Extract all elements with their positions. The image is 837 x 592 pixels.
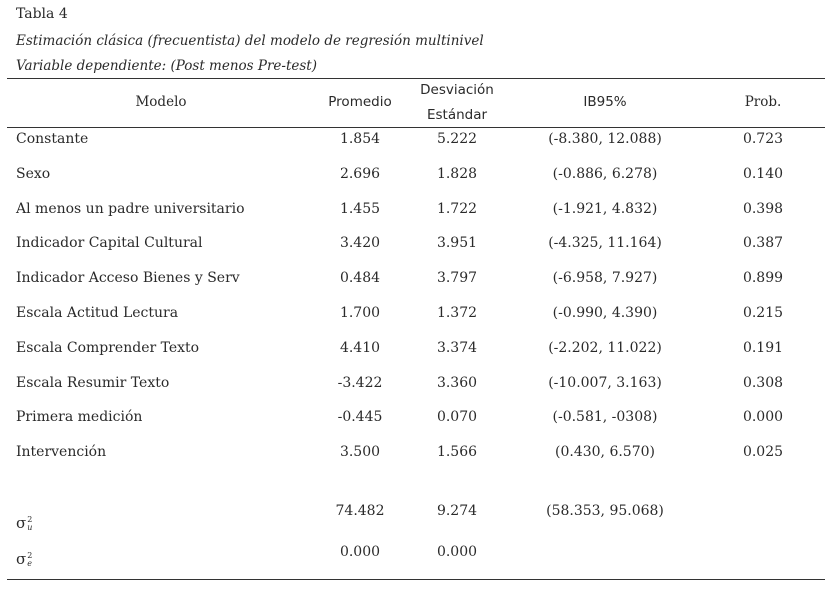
row-ci: (-4.325, 11.164) — [548, 235, 662, 251]
row-sd: 1.372 — [436, 305, 478, 321]
row-label: Indicador Capital Cultural — [16, 235, 203, 251]
table-label: Tabla 4 — [16, 6, 68, 22]
table-bottom-rule — [7, 579, 825, 580]
row-sd: 1.722 — [436, 201, 478, 217]
row-prob: 0.398 — [742, 201, 784, 217]
row-prob: 0.308 — [742, 375, 784, 391]
row-sd: 3.797 — [436, 270, 478, 286]
row-mean: 2.696 — [339, 166, 381, 182]
sigma-letter: σ — [16, 514, 27, 532]
table-subtitle: Variable dependiente: (Post menos Pre-test) — [16, 58, 318, 74]
table-top-rule — [7, 78, 825, 79]
row-label: Intervención — [16, 444, 107, 460]
row-sd: 3.374 — [436, 340, 478, 356]
row-sd: 5.222 — [436, 131, 478, 147]
row-label: Escala Actitud Lectura — [16, 305, 179, 321]
header-ci: IB95% — [583, 94, 627, 110]
row-ci: (-0.581, -0308) — [552, 409, 658, 425]
row-mean: 3.500 — [339, 444, 381, 460]
row-ci: (-8.380, 12.088) — [548, 131, 662, 147]
row-mean: 3.420 — [339, 235, 381, 251]
row-prob: 0.000 — [742, 409, 784, 425]
header-prob: Prob. — [744, 94, 782, 110]
variance-symbol — [16, 515, 32, 532]
row-sd: 3.951 — [436, 235, 478, 251]
row-ci: (-2.202, 11.022) — [548, 340, 662, 356]
row-sd: 3.360 — [436, 375, 478, 391]
row-prob: 0.723 — [742, 131, 784, 147]
header-model: Modelo — [135, 94, 187, 110]
row-mean: -0.445 — [337, 409, 383, 425]
variance-ci: (58.353, 95.068) — [546, 503, 664, 519]
row-mean: 1.700 — [339, 305, 381, 321]
variance-superscript: 2 — [27, 551, 33, 560]
row-prob: 0.899 — [742, 270, 784, 286]
header-mean: Promedio — [328, 94, 392, 110]
variance-subscript: e — [27, 559, 32, 568]
row-prob: 0.215 — [742, 305, 784, 321]
table-header-rule — [7, 127, 825, 128]
row-ci: (-1.921, 4.832) — [552, 201, 658, 217]
variance-mean: 74.482 — [335, 503, 385, 519]
row-mean: -3.422 — [337, 375, 383, 391]
row-label: Al menos un padre universitario — [16, 201, 245, 217]
row-label: Escala Resumir Texto — [16, 375, 170, 391]
row-mean: 1.854 — [339, 131, 381, 147]
row-prob: 0.140 — [742, 166, 784, 182]
variance-subscript: u — [27, 523, 33, 532]
row-ci: (0.430, 6.570) — [555, 444, 655, 460]
row-ci: (-6.958, 7.927) — [552, 270, 658, 286]
row-prob: 0.025 — [742, 444, 784, 460]
header-sd-line1: Desviación — [420, 82, 494, 98]
row-ci: (-0.886, 6.278) — [552, 166, 658, 182]
sigma-letter: σ — [16, 550, 27, 568]
row-prob: 0.387 — [742, 235, 784, 251]
row-mean: 0.484 — [339, 270, 381, 286]
row-label: Primera medición — [16, 409, 143, 425]
row-sd: 0.070 — [436, 409, 478, 425]
row-label: Escala Comprender Texto — [16, 340, 200, 356]
variance-sd: 9.274 — [436, 503, 478, 519]
row-label: Indicador Acceso Bienes y Serv — [16, 270, 240, 286]
row-mean: 4.410 — [339, 340, 381, 356]
row-sd: 1.828 — [436, 166, 478, 182]
row-sd: 1.566 — [436, 444, 478, 460]
variance-sd: 0.000 — [436, 544, 478, 560]
row-mean: 1.455 — [339, 201, 381, 217]
row-ci: (-10.007, 3.163) — [548, 375, 662, 391]
header-sd-line2: Estándar — [426, 107, 488, 123]
variance-superscript: 2 — [27, 515, 33, 524]
variance-mean: 0.000 — [339, 544, 381, 560]
variance-symbol — [16, 551, 32, 568]
row-ci: (-0.990, 4.390) — [552, 305, 658, 321]
row-label: Constante — [16, 131, 89, 147]
row-prob: 0.191 — [742, 340, 784, 356]
table-title: Estimación clásica (frecuentista) del modelo de regresión multinivel — [16, 33, 484, 49]
row-label: Sexo — [16, 166, 51, 182]
